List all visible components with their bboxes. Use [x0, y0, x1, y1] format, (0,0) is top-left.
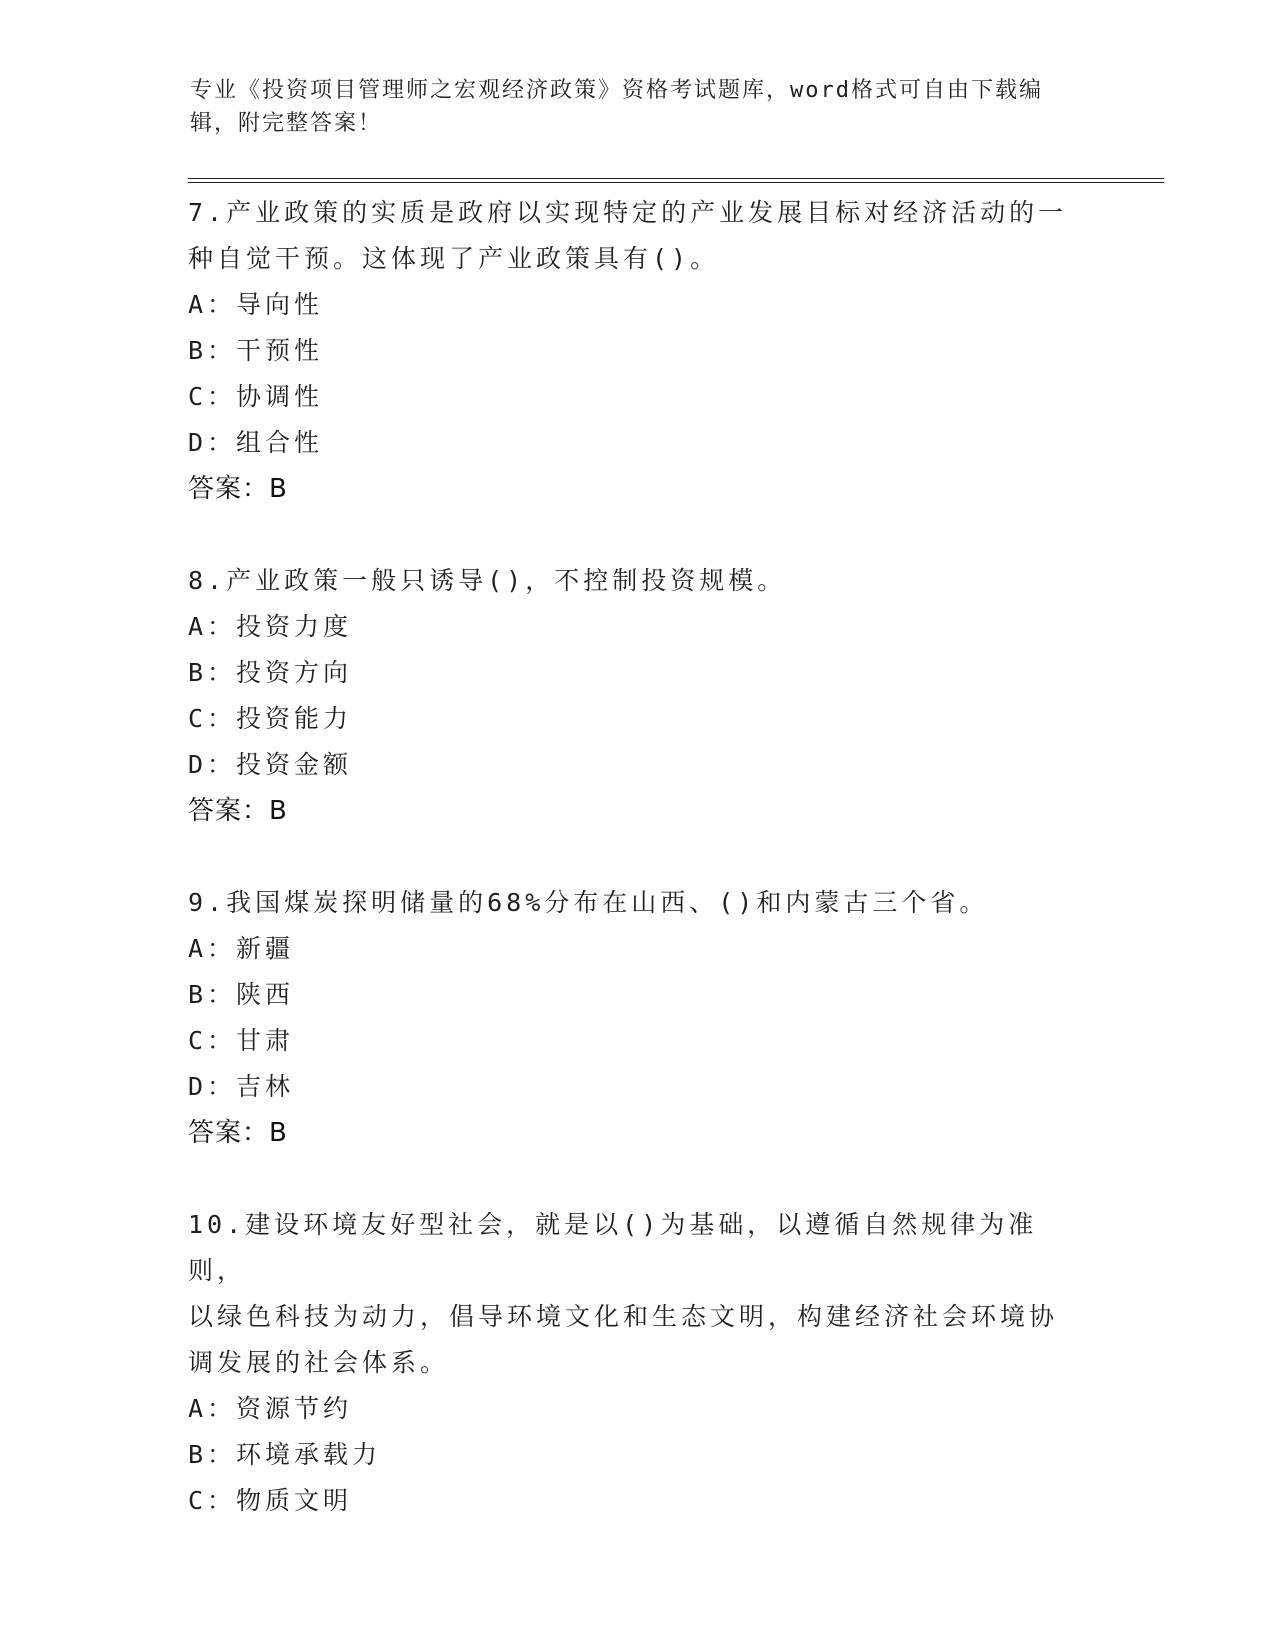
question-stem: 调发展的社会体系。 [188, 1348, 450, 1377]
option-a: A：新疆 [188, 934, 295, 963]
option-b: B：干预性 [188, 336, 324, 365]
option-d: D：吉林 [188, 1072, 295, 1101]
option-c: C：协调性 [188, 382, 324, 411]
option-c: C：物质文明 [188, 1486, 353, 1515]
option-a: A：投资力度 [188, 612, 353, 641]
question-stem: 种自觉干预。这体现了产业政策具有()。 [188, 244, 720, 273]
option-b: B：环境承载力 [188, 1440, 382, 1469]
question-stem: 9.我国煤炭探明储量的68%分布在山西、()和内蒙古三个省。 [188, 888, 989, 917]
option-d: D：组合性 [188, 428, 324, 457]
answer-label: 答案：B [188, 796, 288, 826]
document-header [190, 74, 1070, 140]
option-a: A：导向性 [188, 290, 324, 319]
option-c: C：甘肃 [188, 1026, 295, 1055]
answer-label: 答案：B [188, 474, 288, 504]
option-d: D：投资金额 [188, 750, 353, 779]
question-7 [188, 190, 1068, 512]
header-line-1: 专业《投资项目管理师之宏观经济政策》资格考试题库，word格式可自由下载编 [190, 78, 1043, 103]
question-stem: 8.产业政策一般只诱导()，不控制投资规模。 [188, 566, 787, 595]
option-b: B：陕西 [188, 980, 295, 1009]
answer-label: 答案：B [188, 1118, 288, 1148]
question-stem: 7.产业政策的实质是政府以实现特定的产业发展目标对经济活动的一 [188, 198, 1068, 227]
header-divider [188, 178, 1164, 183]
question-9 [188, 880, 1068, 1156]
question-stem: 以绿色科技为动力，倡导环境文化和生态文明，构建经济社会环境协 [188, 1302, 1059, 1331]
question-list [188, 190, 1068, 1570]
option-a: A：资源节约 [188, 1394, 353, 1423]
question-8 [188, 558, 1068, 834]
header-line-2: 辑，附完整答案！ [190, 111, 383, 136]
option-c: C：投资能力 [188, 704, 353, 733]
option-b: B：投资方向 [188, 658, 353, 687]
question-10 [188, 1202, 1068, 1524]
question-stem: 10.建设环境友好型社会，就是以()为基础，以遵循自然规律为准则， [188, 1210, 1038, 1285]
